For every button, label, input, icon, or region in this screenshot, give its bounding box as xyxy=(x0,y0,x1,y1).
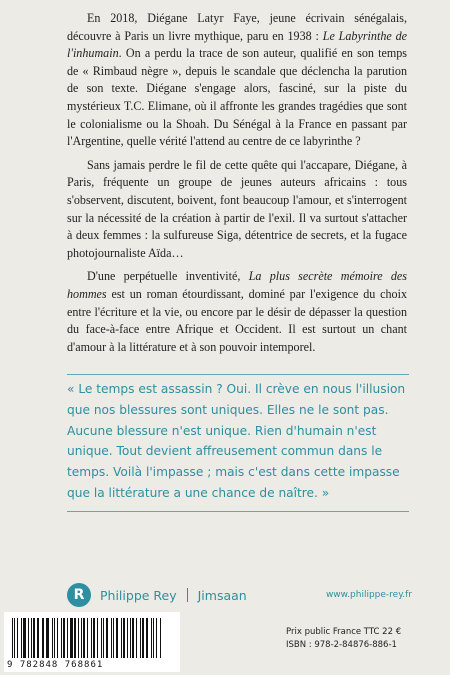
barcode-bar xyxy=(46,618,49,658)
barcode-bar xyxy=(42,618,43,658)
barcode-bar xyxy=(103,618,105,658)
barcode-bar xyxy=(142,618,145,658)
isbn-label: ISBN : 978-2-84876-886-1 xyxy=(286,640,397,650)
barcode-bar xyxy=(74,618,76,658)
back-cover-blurb xyxy=(67,10,407,362)
barcode-bar xyxy=(113,618,114,658)
separator xyxy=(187,588,188,602)
barcode-bar xyxy=(12,618,13,658)
collection-name: Jimsaan xyxy=(197,587,247,603)
blurb-text: En 2018, Diégane Latyr Faye, jeune écrivain sénégalais, découvre à Paris un livre mythique, paru en 1938 : xyxy=(67,11,407,43)
barcode-bar xyxy=(54,618,56,658)
barcode-bar xyxy=(101,618,102,658)
barcode-bar xyxy=(17,618,19,658)
barcode-bar xyxy=(52,618,53,658)
barcode-bar xyxy=(121,618,122,658)
barcode-bar xyxy=(87,618,88,658)
barcode-bar xyxy=(130,618,131,658)
barcode-bar xyxy=(61,618,62,658)
barcode-bar xyxy=(14,618,15,658)
barcode-bar xyxy=(67,618,68,658)
publisher-bar xyxy=(67,580,412,610)
publisher-name: Philippe Rey xyxy=(100,587,177,603)
blurb-text: D'une perpétuelle inventivité, xyxy=(87,269,249,284)
blurb-text: . On a perdu la trace de son auteur, qualifié en son temps de « Rimbaud nègre », depuis le scandale que déclencha la parution de son texte. Diégane s'engage alors, fasciné, sur la piste du mystérieux T.C. Elimane, où il affronte les grandes tragédies que sont le colonialisme ou la Shoah. Du Sénégal à la France en passant par l'Argentine, quelle vérité l'attend au centre de ce labyrinthe ? xyxy=(67,46,407,149)
barcode-bar xyxy=(132,618,134,658)
barcode-bar xyxy=(23,618,26,658)
barcode-bar xyxy=(21,618,22,658)
barcode-bar xyxy=(33,618,35,658)
barcode-bar xyxy=(43,618,44,658)
barcode-bar xyxy=(78,618,79,658)
publisher-logo-icon: R xyxy=(67,583,91,607)
barcode-bar xyxy=(37,618,39,658)
barcode-digits: 9 782848 768861 xyxy=(7,660,104,670)
barcode-bar xyxy=(106,618,108,658)
barcode-bar xyxy=(97,618,98,658)
barcode-bar xyxy=(31,618,32,658)
price-label: Prix public France TTC 22 € xyxy=(286,627,402,637)
barcode-bar xyxy=(151,618,152,658)
barcode-bar xyxy=(63,618,65,658)
barcode-bar xyxy=(70,618,73,658)
barcode-bar xyxy=(156,618,157,658)
barcode-bar xyxy=(91,618,92,658)
book-title-reference: Le Labyrinthe de l'inhumain xyxy=(67,28,407,61)
barcode-bar xyxy=(136,618,137,658)
blurb-paragraph-2: Sans jamais perdre le fil de cette quête qui l'accapare, Diégane, à Paris, fréquente un groupe de jeunes auteurs africains : tous s'observent, discutent, boivent, font beaucoup l'amour, et s'interrogent sur la nécessité de la création à partir de l'exil. Il va surtout s'attacher à deux femmes : la sulfureuse Siga, détentrice de secrets, et la fugace photojournaliste Aïda… xyxy=(67,157,407,260)
barcode-bar xyxy=(146,618,148,658)
barcode-bar xyxy=(83,618,85,658)
divider-top xyxy=(67,374,409,375)
barcode-bar xyxy=(93,618,96,658)
divider-bottom xyxy=(67,511,409,512)
book-title: La plus secrète mémoire des hommes xyxy=(67,269,407,301)
pull-quote: « Le temps est assassin ? Oui. Il crève en nous l'illusion que nos blessures sont uniques. Elles ne le sont pas. Aucune blessure n'est unique. Rien d'humain n'est unique. Tout devient affreusement commun dans le temps. Voilà l'impasse ; mais c'est dans cette impasse que la littérature a une chance de naître. » xyxy=(67,382,406,500)
publisher-website[interactable]: www.philippe-rey.fr xyxy=(325,590,412,600)
barcode-bar xyxy=(160,618,161,658)
barcode-bars xyxy=(12,618,162,658)
barcode-bar xyxy=(140,618,141,658)
blurb-paragraph-3 xyxy=(67,268,407,356)
barcode-bar xyxy=(57,618,58,658)
barcode-bar xyxy=(81,618,82,658)
barcode xyxy=(4,612,180,672)
barcode-bar xyxy=(28,618,29,658)
barcode-bar xyxy=(123,618,125,658)
price-isbn-block xyxy=(286,626,401,652)
blurb-text: est un roman étourdissant, dominé par l'exigence du choix entre l'écriture et la vie, ou encore par le désir de dépasser la question du face-à-face entre Afrique et Occident. Il est surtout un chant d'amour à la littérature et à son pouvoir intemporel. xyxy=(67,286,407,354)
blurb-paragraph-1 xyxy=(67,10,407,151)
barcode-bar xyxy=(116,618,119,658)
barcode-bar xyxy=(127,618,128,658)
barcode-bar xyxy=(111,618,112,658)
barcode-bar xyxy=(153,618,155,658)
